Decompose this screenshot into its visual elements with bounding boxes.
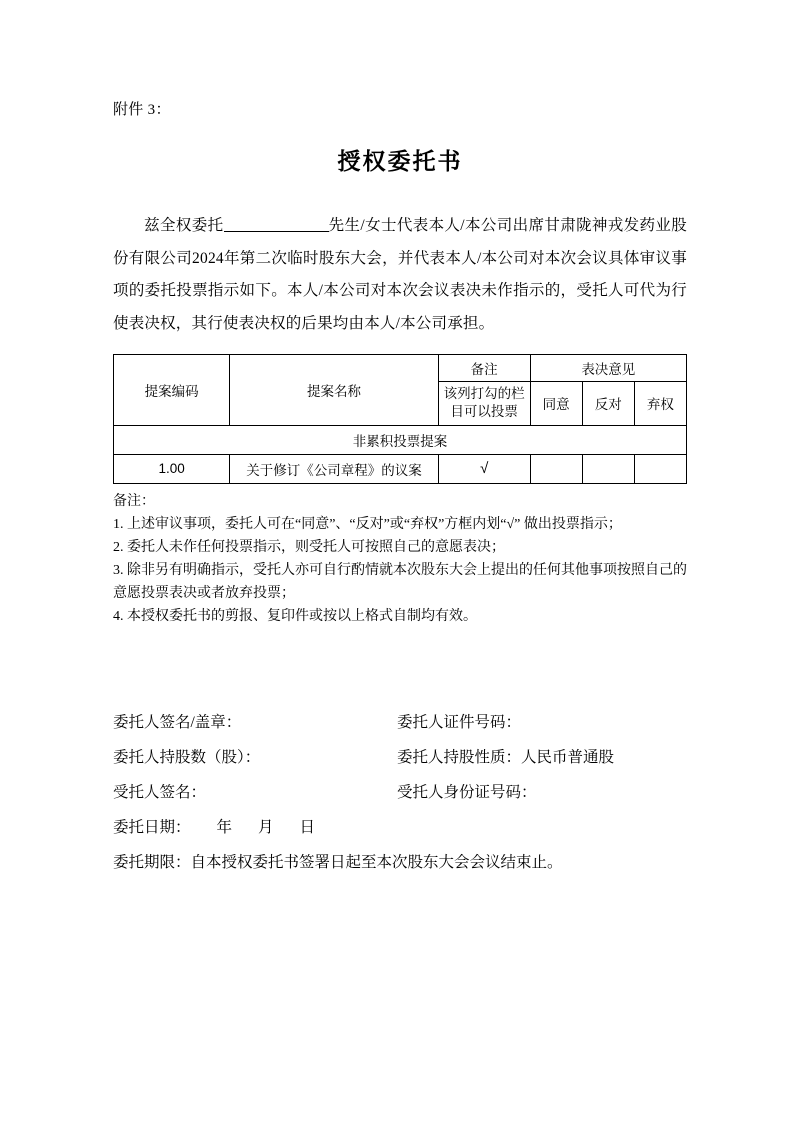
note-item: 2. 委托人未作任何投票指示，则受托人可按照自己的意愿表决； bbox=[113, 539, 505, 555]
trustee-signature-label: 受托人签名： bbox=[113, 783, 207, 801]
signature-block bbox=[113, 706, 687, 880]
signature-row bbox=[113, 741, 687, 776]
header-against: 反对 bbox=[582, 382, 634, 425]
cell-proposal-name: 关于修订《公司章程》的议案 bbox=[230, 454, 438, 483]
table-row bbox=[114, 454, 687, 483]
principal-share-type-label: 委托人持股性质：人民币普通股 bbox=[397, 749, 615, 767]
header-abstain: 弃权 bbox=[634, 382, 686, 425]
checkbox-agree[interactable] bbox=[530, 454, 582, 483]
trustee-id-label: 受托人身份证号码： bbox=[397, 783, 537, 801]
table-head bbox=[114, 355, 687, 425]
note-item: 3. 除非另有明确指示，受托人亦可自行酌情就本次股东大会上提出的任何其他事项按照自己的意愿投票表决或者放弃投票； bbox=[113, 562, 687, 601]
header-agree: 同意 bbox=[530, 382, 582, 425]
entrust-date-month: 月 bbox=[258, 818, 274, 836]
proposal-table bbox=[113, 354, 687, 483]
entrust-date-year: 年 bbox=[216, 818, 233, 836]
entrust-term-row bbox=[113, 846, 687, 881]
note-item: 4. 本授权委托书的剪报、复印件或按以上格式自制均有效。 bbox=[113, 609, 477, 625]
date-spacer-2 bbox=[232, 811, 258, 846]
header-remark-sub: 该列打勾的栏目可以投票 bbox=[438, 382, 530, 425]
checkbox-abstain[interactable] bbox=[634, 454, 686, 483]
proposal-category-label: 非累积投票提案 bbox=[114, 425, 687, 454]
entrust-date-day: 日 bbox=[299, 818, 316, 836]
note-item: 1. 上述审议事项，委托人可在“同意”、“反对”或“弃权”方框内划“√” 做出投票指示； bbox=[113, 516, 622, 532]
entrust-date-label: 委托日期： bbox=[113, 818, 191, 836]
paragraph-part2: 先生/女士代表本人/本公司出席甘肃陇神戎发药业股份有限公司2024年第二次临时股东大会，并代表本人/本公司对本次会议具体审议事项的委托投票指示如下。本人/本公司对本次会议表决未作指示的，受托人可代为行使表决权，其行使表决权的后果均由本人/本公司承担。 bbox=[113, 217, 687, 332]
cell-remark-checkmark: √ bbox=[438, 454, 530, 483]
notes-section bbox=[113, 490, 687, 629]
header-remark: 备注 bbox=[438, 355, 530, 382]
entrust-term-text: 委托期限：自本授权委托书签署日起至本次股东大会会议结束止。 bbox=[113, 853, 563, 871]
authorization-paragraph bbox=[113, 210, 687, 340]
table-row bbox=[114, 425, 687, 454]
table-body bbox=[114, 425, 687, 483]
document-content bbox=[113, 0, 687, 881]
header-proposal-name: 提案名称 bbox=[230, 355, 438, 425]
page-title: 授权委托书 bbox=[337, 148, 463, 174]
paragraph-part1: 兹全权委托 bbox=[144, 217, 224, 234]
signature-row bbox=[113, 776, 687, 811]
notes-title: 备注： bbox=[113, 493, 155, 509]
header-vote-opinion: 表决意见 bbox=[530, 355, 686, 382]
delegate-name-blank[interactable] bbox=[224, 231, 329, 232]
date-spacer-1 bbox=[191, 811, 217, 846]
signature-row bbox=[113, 706, 687, 741]
cell-proposal-code: 1.00 bbox=[114, 454, 230, 483]
table-header-row-1 bbox=[114, 355, 687, 382]
checkbox-against[interactable] bbox=[582, 454, 634, 483]
attachment-label: 附件 3： bbox=[113, 102, 171, 118]
date-spacer-3 bbox=[274, 811, 300, 846]
principal-signature-label: 委托人签名/盖章： bbox=[113, 714, 242, 732]
entrust-date-row bbox=[113, 811, 687, 846]
principal-id-label: 委托人证件号码： bbox=[397, 714, 522, 732]
header-proposal-code: 提案编码 bbox=[114, 355, 230, 425]
principal-shares-label: 委托人持股数（股）： bbox=[113, 749, 261, 767]
